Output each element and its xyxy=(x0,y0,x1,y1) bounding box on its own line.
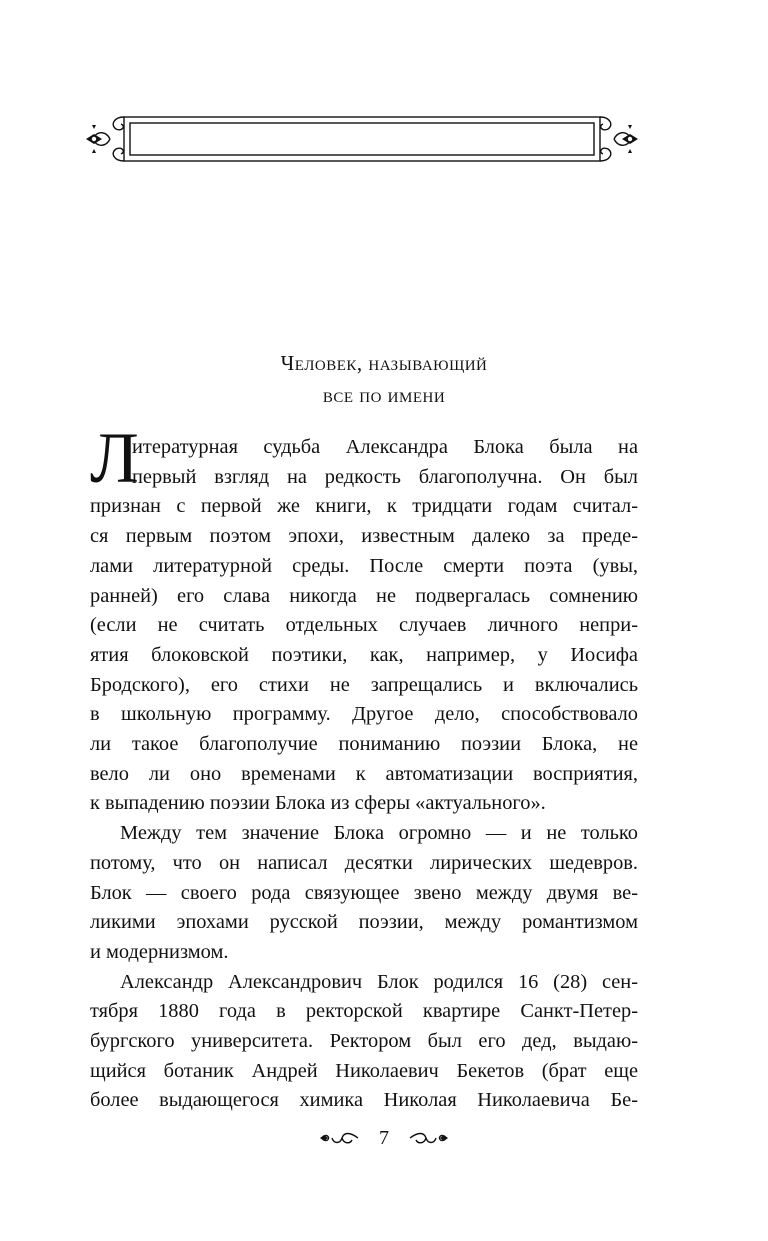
text-line: признан с первой же книги, к тридцати годам считал- xyxy=(90,495,638,518)
text-line: ся первым поэтом эпохи, известным далеко за преде- xyxy=(90,525,638,548)
text-line: Александр Александрович Блок родился 16 (28) сен- xyxy=(120,970,638,993)
text-line: Между тем значение Блока огромно — и не только xyxy=(120,822,638,845)
paragraph-1 xyxy=(90,433,638,819)
swirl-ornament-icon xyxy=(408,1128,448,1148)
text-line: в школьную программу. Другое дело, способствовало xyxy=(90,703,638,726)
chapter-title-line-1: Человек, называющий xyxy=(280,351,488,375)
paragraph-3 xyxy=(90,968,638,1117)
text-line: (если не считать отдельных случаев личного непри- xyxy=(90,614,638,637)
text-line: лами литературной среды. После смерти поэта (увы, xyxy=(90,554,638,577)
text-line: потому, что он написал десятки лирических шедевров. xyxy=(90,851,638,874)
page-folio xyxy=(0,1123,768,1152)
paragraph-2 xyxy=(90,819,638,968)
text-line: более выдающегося химика Николая Николаевича Бе- xyxy=(90,1089,638,1112)
chapter-title xyxy=(0,347,768,411)
text-line: Бродского), его стихи не запрещались и включались xyxy=(90,673,638,696)
text-line: первый взгляд на редкость благополучна. Он был xyxy=(132,465,638,488)
ornament-frame-icon xyxy=(84,113,640,165)
text-line: тября 1880 года в ректорской квартире Санкт-Петер- xyxy=(90,1000,638,1023)
text-line: бургского университета. Ректором был его дед, выдаю- xyxy=(90,1030,638,1053)
body-text xyxy=(90,433,638,1116)
text-line: ликими эпохами русской поэзии, между романтизмом xyxy=(90,911,638,934)
text-line: ятия блоковской поэтики, как, например, у Иосифа xyxy=(90,643,638,666)
text-line: итературная судьба Александра Блока была на xyxy=(132,436,638,458)
swirl-ornament-icon xyxy=(320,1128,360,1148)
text-line: Блок — своего рода связующее звено между двумя ве- xyxy=(90,881,638,904)
text-line: вело ли оно временами к автоматизации восприятия, xyxy=(90,762,638,785)
drop-cap: Л xyxy=(90,418,139,498)
page-number: 7 xyxy=(379,1127,389,1150)
text-line: щийся ботаник Андрей Николаевич Бекетов (брат еще xyxy=(90,1059,638,1082)
text-line: ли такое благополучие пониманию поэзии Блока, не xyxy=(90,733,638,756)
text-line: и модернизмом. xyxy=(90,940,229,963)
text-line: ранней) его слава никогда не подвергалась сомнению xyxy=(90,584,638,607)
header-ornament-frame xyxy=(84,113,640,165)
text-line: к выпадению поэзии Блока из сферы «актуального». xyxy=(90,792,546,815)
chapter-title-line-2: все по имени xyxy=(322,383,446,407)
